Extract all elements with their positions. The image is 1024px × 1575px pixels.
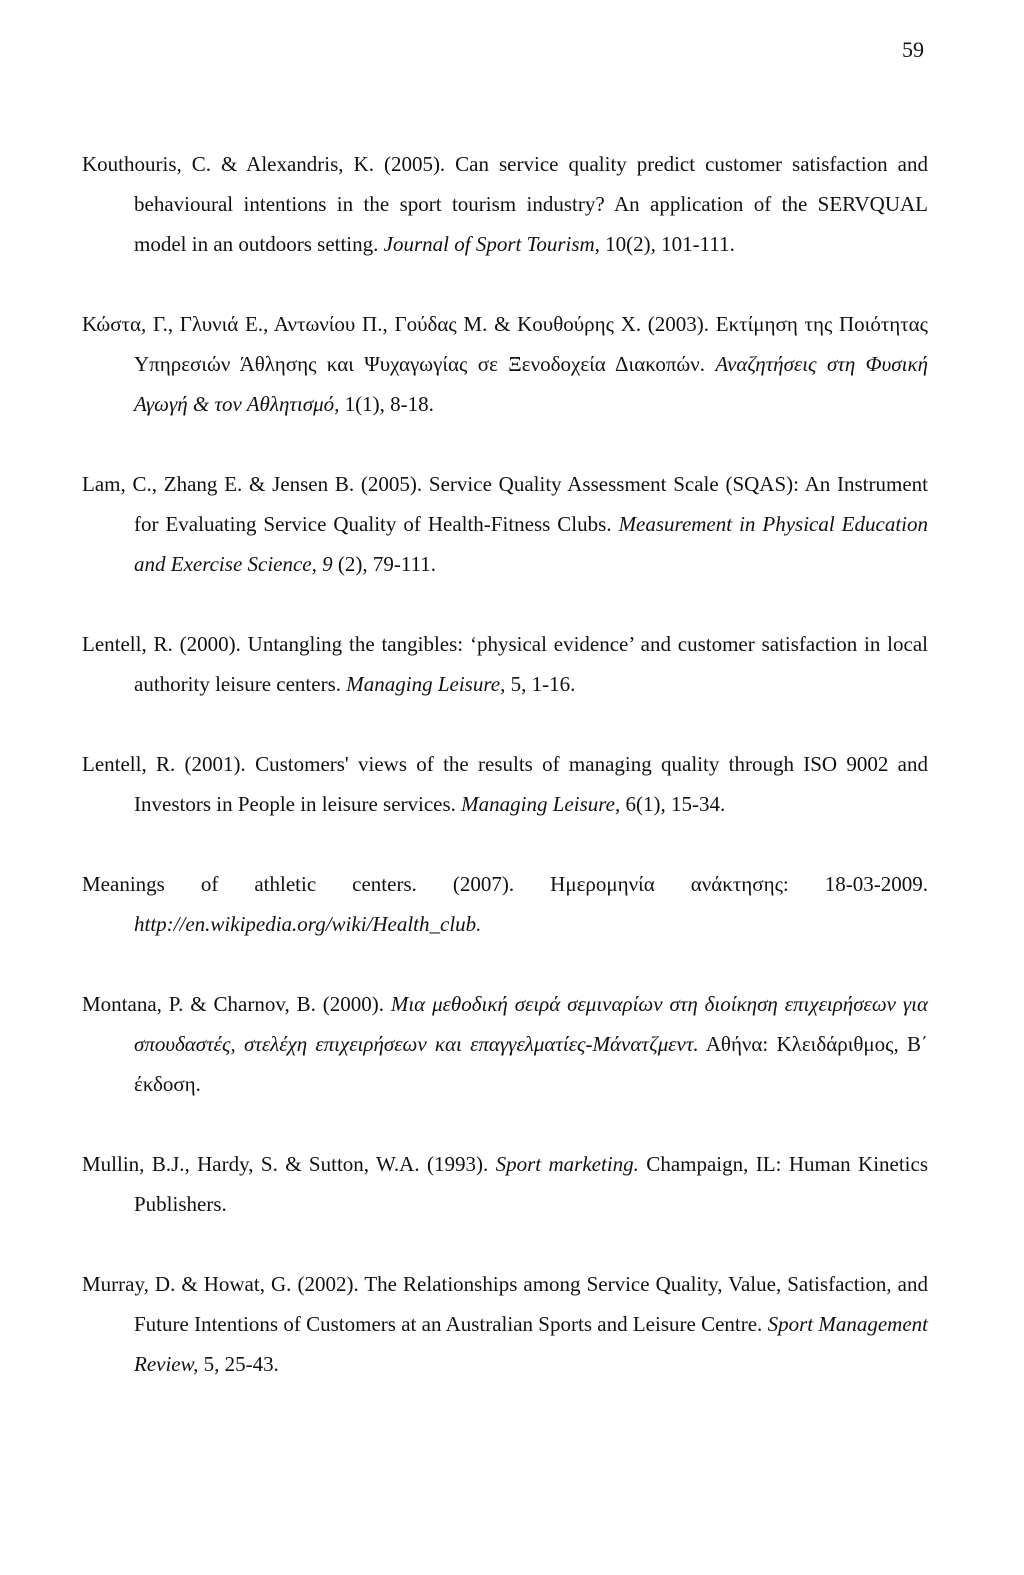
reference-text: Κώστα, Γ., Γλυνιά Ε., Αντωνίου Π., Γούδας Μ. & Κουθούρης Χ. (2003). Εκτίμηση της Ποιότητας Υπηρεσιών Άθλησης και Ψυχαγωγίας σε Ξενοδοχεία Διακοπών. xyxy=(82,312,928,376)
reference-text: Kouthouris, C. & Alexandris, K. (2005). Can service quality predict customer satisfaction and behavioural intentions in the sport tourism industry? An application of the SERVQUAL model in an outdoors setting. xyxy=(82,152,928,256)
reference-source-title: Managing Leisure, xyxy=(346,672,506,696)
reference-source-title: Sport Management Review, xyxy=(134,1312,928,1376)
reference-source-title: Αναζητήσεις στη Φυσική Αγωγή & τον Αθλητισμό, xyxy=(134,352,928,416)
reference-text: Champaign, IL: Human Kinetics Publishers. xyxy=(134,1152,929,1216)
reference-entry xyxy=(82,984,928,1104)
reference-entry xyxy=(82,304,928,424)
reference-text: Meanings of athletic centers. (2007). Ημερομηνία ανάκτησης: 18-03-2009. xyxy=(82,872,928,896)
reference-text: Lam, C., Zhang E. & Jensen B. (2005). Service Quality Assessment Scale (SQAS): An Instrument for Evaluating Service Quality of Health-Fitness Clubs. xyxy=(82,472,928,536)
reference-entry xyxy=(82,144,928,264)
reference-source-title: Measurement in Physical Education and Exercise Science, 9 xyxy=(134,512,928,576)
reference-source-title: Sport marketing. xyxy=(495,1152,639,1176)
reference-source-title: Journal of Sport Tourism, xyxy=(383,232,600,256)
reference-text: 6(1), 15-34. xyxy=(620,792,726,816)
reference-entry xyxy=(82,624,928,704)
reference-source-title: Managing Leisure, xyxy=(461,792,621,816)
page-number: 59 xyxy=(902,37,924,62)
reference-text: (2), 79-111. xyxy=(332,552,437,576)
reference-text: Mullin, B.J., Hardy, S. & Sutton, W.A. (1993). xyxy=(82,1152,496,1176)
reference-entry xyxy=(82,464,928,584)
reference-text: 5, 25-43. xyxy=(198,1352,279,1376)
reference-text: 10(2), 101-111. xyxy=(599,232,735,256)
reference-entry xyxy=(82,1144,928,1224)
reference-entry xyxy=(82,864,928,944)
reference-list xyxy=(82,144,928,1424)
reference-source-title: Μια μεθοδική σειρά σεμιναρίων στη διοίκηση επιχειρήσεων για σπουδαστές, στελέχη επιχειρήσεων και επαγγελματίες-Μάνατζμεντ. xyxy=(134,992,928,1056)
reference-text: 1(1), 8-18. xyxy=(339,392,434,416)
reference-entry xyxy=(82,744,928,824)
reference-text: 5, 1-16. xyxy=(505,672,576,696)
reference-text: Murray, D. & Howat, G. (2002). The Relationships among Service Quality, Value, Satisfaction, and Future Intentions of Customers at an Australian Sports and Leisure Centre. xyxy=(82,1272,928,1336)
reference-text: Lentell, R. (2001). Customers' views of the results of managing quality through ISO 9002 and Investors in People in leisure services. xyxy=(82,752,928,816)
reference-source-title: http://en.wikipedia.org/wiki/Health_club. xyxy=(134,912,482,936)
reference-entry xyxy=(82,1264,928,1384)
reference-text: Lentell, R. (2000). Untangling the tangibles: ‘physical evidence’ and customer satisfaction in local authority leisure centers. xyxy=(82,632,928,696)
reference-text: Αθήνα: Κλειδάριθμος, Β΄ έκδοση. xyxy=(134,1032,928,1096)
reference-text: Montana, P. & Charnov, B. (2000). xyxy=(82,992,391,1016)
